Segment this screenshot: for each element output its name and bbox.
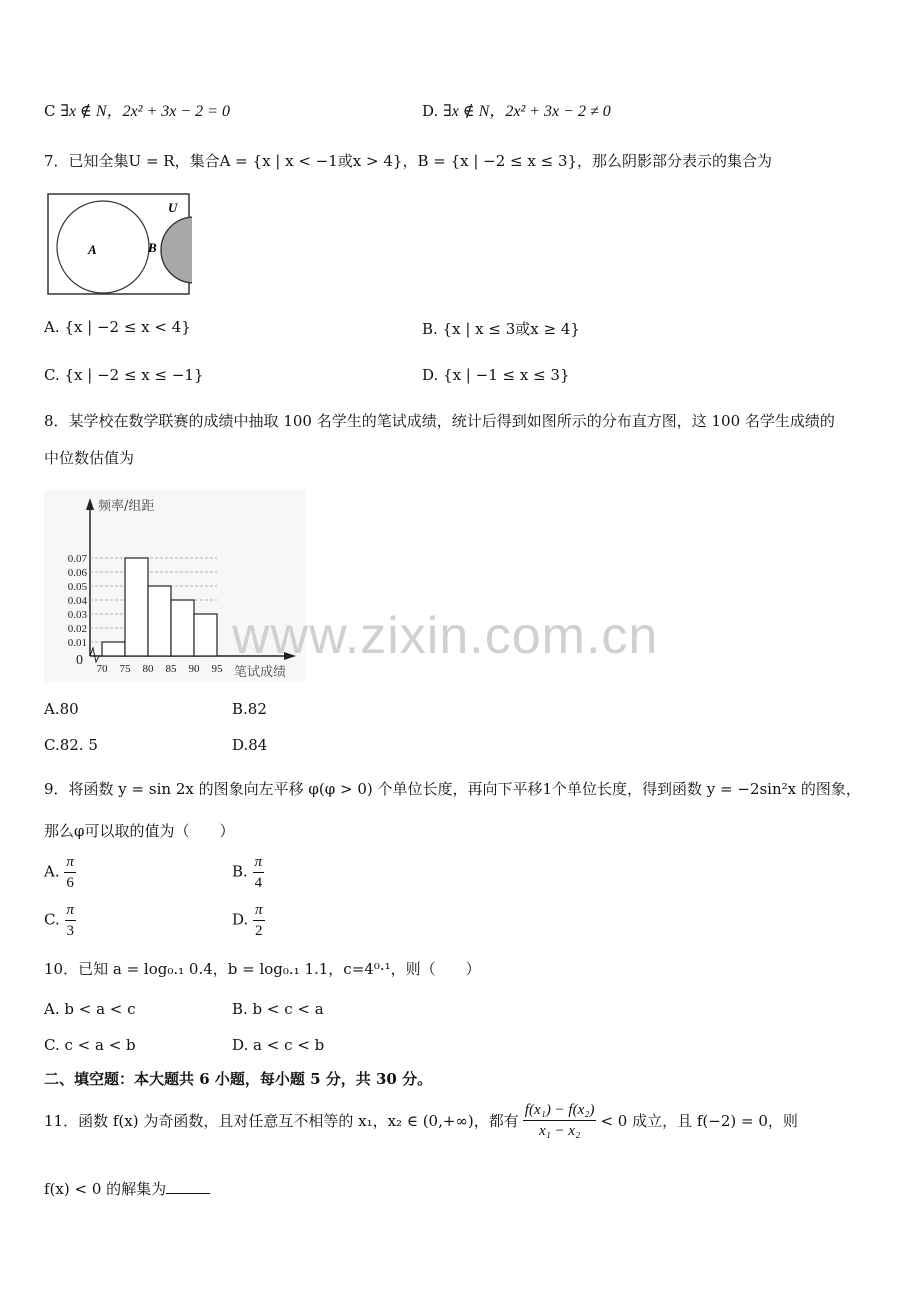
venn-label-b: B — [148, 240, 157, 255]
q11-stem-line1 — [44, 1100, 798, 1141]
q11-stem-line2 — [44, 1178, 210, 1199]
y-tick-label: 0.02 — [67, 623, 87, 635]
histogram-bar — [125, 558, 148, 656]
q7-stem: 7．已知全集U = R，集合A = {x | x < −1或x > 4}，B = {x | −2 ≤ x ≤ 3}，那么阴影部分表示的集合为 — [44, 152, 773, 170]
section-heading-fill-blank: 二、填空题：本大题共 6 小题，每小题 5 分，共 30 分。 — [44, 1070, 433, 1088]
x-tick-label: 70 — [96, 663, 108, 675]
q9-option-b — [232, 852, 264, 893]
q8-option-a: A.80 — [44, 700, 79, 718]
q10-option-c: C. c < a < b — [44, 1036, 136, 1054]
histogram-bar — [148, 586, 171, 656]
y-axis-arrow — [86, 498, 94, 510]
q8-option-d: D.84 — [232, 736, 268, 754]
q6-option-c — [44, 98, 230, 121]
x-tick-label: 85 — [165, 663, 177, 675]
q9-option-b-fraction: $\frac{\pi}{4}$ — [254, 854, 263, 891]
y-tick-label: 0.01 — [67, 637, 87, 649]
q9-option-d-fraction: $\frac{\pi}{2}$ — [255, 902, 263, 939]
origin-label: 0 — [76, 653, 83, 668]
histogram-bar — [194, 614, 217, 656]
q9-option-d-label: D. — [232, 910, 249, 929]
venn-label-u: U — [168, 200, 178, 215]
set-a-circle — [57, 201, 149, 293]
x-tick-label: 90 — [188, 663, 200, 675]
q6-option-d — [422, 98, 611, 121]
q11-fraction-numerator: f(x₁) − f(x₂) — [523, 1100, 597, 1121]
q9-option-d — [232, 900, 265, 941]
q10-option-d: D. a < c < b — [232, 1036, 325, 1054]
q8-stem-line2: 中位数估值为 — [44, 449, 135, 467]
y-axis-label: 频率/组距 — [98, 499, 155, 514]
q10-option-a: A. b < a < c — [44, 1000, 136, 1018]
axis-break — [90, 648, 102, 662]
venn-label-a: A — [88, 242, 97, 257]
q8-stem-line1: 8．某学校在数学联赛的成绩中抽取 100 名学生的笔试成绩，统计后得到如图所示的分布直方图，这 100 名学生成绩的 — [44, 412, 835, 430]
q9-option-b-label: B. — [232, 862, 248, 881]
q9-option-c-label: C. — [44, 910, 60, 929]
x-tick-label: 75 — [119, 663, 131, 675]
venn-diagram — [46, 192, 192, 296]
y-tick-label: 0.03 — [67, 609, 87, 621]
q10-stem: 10．已知 a = log₀.₁ 0.4，b = log₀.₁ 1.1，c=4⁰·¹，则（ ） — [44, 960, 481, 978]
q6-option-d-label: D. — [422, 102, 439, 120]
y-tick-label: 0.06 — [67, 567, 87, 579]
q6-option-c-text: ∃x ∉ N，2x² + 3x − 2 = 0 — [60, 103, 230, 120]
q9-stem-line2: 那么φ可以取的值为（ ） — [44, 822, 235, 840]
y-tick-label: 0.07 — [67, 553, 87, 565]
q8-option-c: C.82. 5 — [44, 736, 98, 754]
q7-option-c: C. {x | −2 ≤ x ≤ −1} — [44, 366, 204, 384]
x-axis-label: 笔试成绩 — [234, 665, 287, 680]
watermark: www.zixin.com.cn — [232, 607, 659, 665]
q9-option-c-fraction: $\frac{\pi}{3}$ — [66, 902, 75, 939]
q7-option-a: A. {x | −2 ≤ x < 4} — [44, 318, 191, 336]
q9-stem-line1: 9．将函数 y = sin 2x 的图象向左平移 φ(φ > 0) 个单位长度，再向下平移1个单位长度，得到函数 y = −2sin²x 的图象， — [44, 780, 861, 798]
y-tick-label: 0.04 — [67, 595, 87, 607]
q11-stem-part-a: 11．函数 f(x) 为奇函数，且对任意互不相等的 x₁，x₂ ∈ (0,+∞)，都有 — [44, 1112, 519, 1130]
x-tick-label: 80 — [142, 663, 154, 675]
q7-option-b: B. {x | x ≤ 3或x ≥ 4} — [422, 320, 580, 338]
q8-option-b: B.82 — [232, 700, 267, 718]
y-tick-label: 0.05 — [67, 581, 87, 593]
q11-stem-part-b: < 0 成立，且 f(−2) = 0，则 — [600, 1112, 798, 1130]
q7-option-d: D. {x | −1 ≤ x ≤ 3} — [422, 366, 570, 384]
q9-option-a-fraction: $\frac{\pi}{6}$ — [66, 854, 74, 891]
q9-option-a-label: A. — [44, 862, 60, 881]
q11-fraction-denominator: x₁ − x₂ — [538, 1123, 581, 1139]
answer-blank[interactable] — [166, 1179, 210, 1194]
q9-option-a — [44, 852, 76, 893]
q9-option-c — [44, 900, 76, 941]
q11-fraction — [523, 1100, 597, 1141]
histogram-bar — [102, 642, 125, 656]
histogram-bar — [171, 600, 194, 656]
q6-option-d-text: ∃x ∉ N，2x² + 3x − 2 ≠ 0 — [443, 103, 611, 120]
q10-option-b: B. b < c < a — [232, 1000, 324, 1018]
x-tick-label: 95 — [211, 663, 223, 675]
q6-option-c-label: C — [44, 102, 56, 120]
q11-stem-line2-text: f(x) < 0 的解集为 — [44, 1180, 167, 1198]
